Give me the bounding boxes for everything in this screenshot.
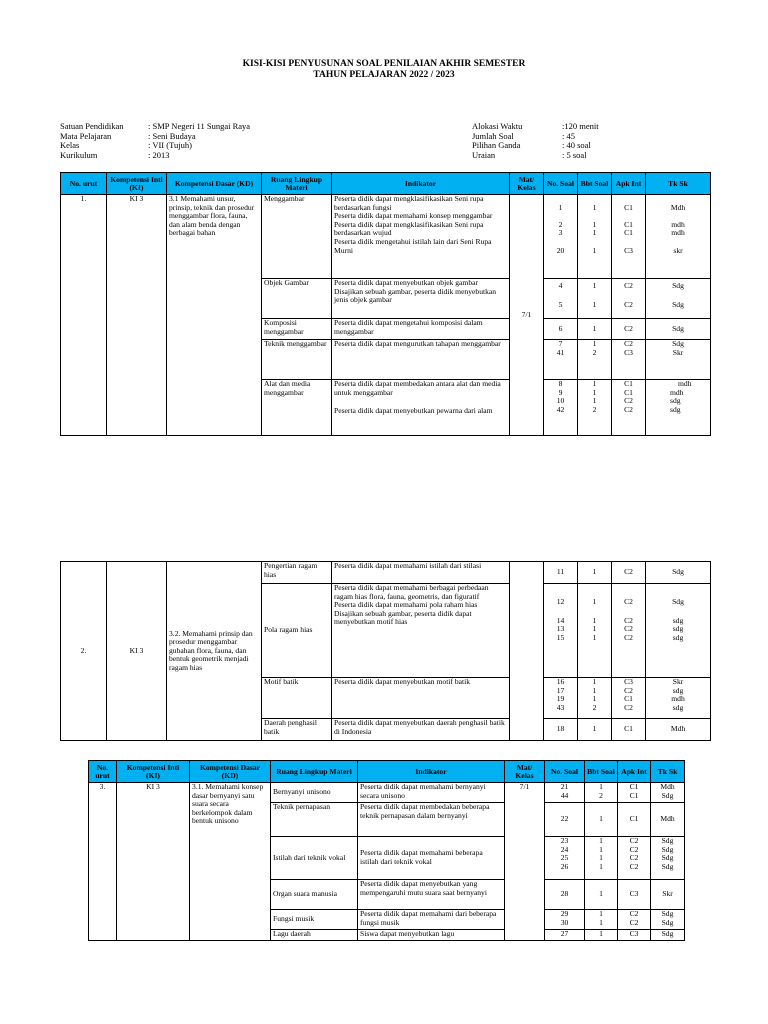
kd-cell: 3.2. Memahami prinsip dan prosedur menggambar gubahan flora, fauna, dan bentuk geometrik menjadi ragam hias (167, 562, 262, 741)
header-no: No. urut (61, 173, 107, 195)
nosoal-cell: 21 44 (545, 783, 585, 803)
ruang-cell: Pola ragam hias (262, 584, 332, 678)
table-row (89, 783, 685, 803)
header-tk: Tk Sk (651, 761, 685, 783)
info-row: Jumlah Soal : 45 (472, 130, 575, 141)
bbt-cell: 1 1 1 1 (585, 837, 618, 880)
apk-cell: C1 (612, 719, 646, 741)
indikator-cell: Peserta didik dapat memahami istilah dari stilasi (332, 562, 510, 584)
nosoal-cell: 22 (545, 803, 585, 837)
tk-cell: Skr (651, 880, 685, 910)
header-ki: Kompetensi Inti (KI) (117, 761, 190, 783)
info-row: Pilihan Ganda : 40 soal (472, 140, 591, 151)
apk-cell: C1 C1 (618, 783, 651, 803)
nosoal-cell: 12 14 13 15 (544, 584, 578, 678)
bbt-cell: 1 1 (578, 279, 612, 319)
indikator-cell: Peserta didik dapat mengurutkan tahapan menggambar (332, 340, 510, 380)
header-apk: Apk Int (618, 761, 651, 783)
row-number: 2. (61, 562, 107, 741)
apk-cell: C1 (618, 803, 651, 837)
apk-cell: C2 C2 (612, 279, 646, 319)
apk-cell: C2 C2 C2 C2 (612, 584, 646, 678)
nosoal-cell: 8 9 10 42 (544, 380, 578, 436)
ki-cell: KI 3 (107, 562, 167, 741)
header-bbt: Bbt Soal (585, 761, 618, 783)
header-ki: Kompetensi Inti (KI) (107, 173, 167, 195)
indikator-cell: Peserta didik dapat memahami bernyanyi secara unisono (358, 783, 505, 803)
indikator-cell: Peserta didik dapat mengklasifikasikan Seni rupa berdasarkan fungsi Peserta didik dapat memahami konsep menggambar Peserta didik dapat mengklasifikasikan Seni rupa berdasarkan wujud Peserta didik mengetahui istilah lain dari Seni Rupa Murni (332, 195, 510, 279)
nosoal-cell: 6 (544, 319, 578, 340)
tk-cell: Sdg Sdg (646, 279, 711, 319)
bbt-cell: 1 2 (585, 783, 618, 803)
ki-cell: KI 3 (117, 783, 190, 941)
info-row: Uraian : 5 soal (472, 149, 587, 160)
nosoal-cell: 7 41 (544, 340, 578, 380)
apk-cell: C2 C2 C2 C2 (618, 837, 651, 880)
info-row: Satuan Pendidikan : SMP Negeri 11 Sungai Raya (60, 121, 251, 131)
header-indikator: Indikator (358, 761, 505, 783)
nosoal-cell: 11 (544, 562, 578, 584)
header-ruang: Ruang Lingkup Materi (271, 761, 358, 783)
nosoal-cell: 1 2 3 20 (544, 195, 578, 279)
apk-cell: C1 C1 C2 C2 (612, 380, 646, 436)
ruang-cell: Menggambar (262, 195, 332, 279)
kisi-table-1 (60, 172, 711, 436)
ruang-cell: Fungsi musik (271, 910, 358, 930)
apk-cell: C2 C3 (612, 340, 646, 380)
info-row: Mata Pelajaran : Seni Budaya (60, 130, 196, 141)
nosoal-cell: 29 30 (545, 910, 585, 930)
kd-cell: 3.1 Memahami unsur, prinsip, teknik dan prosedur menggambar flora, fauna, dan alam benda dengan berbagai bahan (167, 195, 262, 436)
nosoal-cell: 4 5 (544, 279, 578, 319)
apk-cell: C2 (612, 562, 646, 584)
document-subtitle: TAHUN PELAJARAN 2022 / 2023 (313, 70, 455, 80)
indikator-cell: Peserta didik dapat memahami dari beberapa fungsi musik (358, 910, 505, 930)
apk-cell: C3 (618, 930, 651, 941)
info-row: Kelas : VII (Tujuh) (60, 140, 192, 151)
info-left (60, 122, 250, 160)
info-right (472, 122, 599, 160)
apk-cell: C1 C1 C1 C3 (612, 195, 646, 279)
bbt-cell: 1 1 1 1 (578, 584, 612, 678)
kd-cell: 3.1. Memahami konsep dasar bernyanyi satu suara secara berkelompok dalam bentuk unisono (190, 783, 271, 941)
nosoal-cell: 16 17 19 43 (544, 678, 578, 719)
tk-cell: Skr sdg mdh sdg (646, 678, 711, 719)
bbt-cell: 1 (578, 562, 612, 584)
bbt-cell: 1 (578, 719, 612, 741)
bbt-cell: 1 1 1 1 (578, 195, 612, 279)
header-no: No. urut (89, 761, 117, 783)
bbt-cell: 1 (578, 319, 612, 340)
bbt-cell: 1 (585, 803, 618, 837)
kisi-table-3 (88, 760, 685, 941)
row-number: 1. (61, 195, 107, 436)
header-row (61, 173, 711, 195)
indikator-cell: Peserta didik dapat menyebutkan yang mempengaruhi mutu suara saat bernyanyi (358, 880, 505, 910)
info-row: Kurikulum : 2013 (60, 149, 170, 160)
table-row (61, 562, 711, 584)
mat-cell (510, 562, 544, 741)
bbt-cell: 1 1 (585, 910, 618, 930)
tk-cell: Mdh (646, 719, 711, 741)
ruang-cell: Teknik pernapasan (271, 803, 358, 837)
tk-cell: Sdg Sdg (651, 910, 685, 930)
ruang-cell: Bernyanyi unisono (271, 783, 358, 803)
indikator-cell: Siswa dapat menyebutkan lagu (358, 930, 505, 941)
indikator-cell: Peserta didik dapat menyebutkan daerah penghasil batik di Indonesia (332, 719, 510, 741)
tk-cell: Mdh (651, 803, 685, 837)
header-mat: Mat/ Kelas (510, 173, 544, 195)
header-row (89, 761, 685, 783)
ki-cell: KI 3 (107, 195, 167, 436)
kisi-table-2 (60, 561, 711, 741)
header-nosoal: No. Soal (545, 761, 585, 783)
header-ruang: Ruang Lingkup Materi (262, 173, 332, 195)
bbt-cell: 1 1 1 2 (578, 678, 612, 719)
bbt-cell: 1 1 1 2 (578, 380, 612, 436)
header-kd: Kompetensi Dasar (KD) (190, 761, 271, 783)
mat-cell: 7/1 (510, 195, 544, 436)
ruang-cell: Organ suara manusia (271, 880, 358, 910)
header-kd: Kompetensi Dasar (KD) (167, 173, 262, 195)
tk-cell: Mdh Sdg (651, 783, 685, 803)
nosoal-cell: 23 24 25 26 (545, 837, 585, 880)
indikator-cell: Peserta didik dapat memahami berbagai perbedaan ragam hias flora, fauna, geometris, dan figuratif Peserta didik dapat memahami pola raham hias Disajikan sebuah gambar, peserta didik dapat menyebutkan motif hias (332, 584, 510, 678)
tk-cell: Sdg (646, 562, 711, 584)
indikator-cell: Peserta didik dapat membedakan beberapa teknik pernapasan dalam bernyanyi (358, 803, 505, 837)
apk-cell: C2 C2 (618, 910, 651, 930)
ruang-cell: Istilah dari teknik vokal (271, 837, 358, 880)
table-row (61, 195, 711, 279)
ruang-cell: Lagu daerah (271, 930, 358, 941)
indikator-cell: Peserta didik dapat memahami beberapa istilah dari teknik vokal (358, 837, 505, 880)
tk-cell: Mdh mdh mdh skr (646, 195, 711, 279)
header-indikator: Indikator (332, 173, 510, 195)
mat-cell: 7/1 (505, 783, 545, 941)
tk-cell: Sdg (646, 319, 711, 340)
tk-cell: Sdg sdg sdg sdg (646, 584, 711, 678)
indikator-cell: Peserta didik dapat membedakan antara alat dan media untuk menggambar Peserta didik dapat menyebutkan pewarna dari alam (332, 380, 510, 436)
row-number: 3. (89, 783, 117, 941)
indikator-cell: Peserta didik dapat menyebutkan motif batik (332, 678, 510, 719)
bbt-cell: 1 (585, 880, 618, 910)
header-nosoal: No. Soal (544, 173, 578, 195)
ruang-cell: Objek Gambar (262, 279, 332, 319)
apk-cell: C3 (618, 880, 651, 910)
tk-cell: mdh mdh sdg sdg (646, 380, 711, 436)
ruang-cell: Komposisi menggambar (262, 319, 332, 340)
ruang-cell: Teknik menggambar (262, 340, 332, 380)
indikator-cell: Peserta didik dapat menyebutkan objek gambar Disajikan sebuah gambar, peserta didik menyebutkan jenis objek gambar (332, 279, 510, 319)
nosoal-cell: 28 (545, 880, 585, 910)
tk-cell: Sdg Skr (646, 340, 711, 380)
header-bbt: Bbt Soal (578, 173, 612, 195)
header-tk: Tk Sk (646, 173, 711, 195)
bbt-cell: 1 (585, 930, 618, 941)
tk-cell: Sdg (651, 930, 685, 941)
nosoal-cell: 27 (545, 930, 585, 941)
info-row: Alokasi Waktu :120 menit (472, 121, 599, 131)
ruang-cell: Daerah penghasil batik (262, 719, 332, 741)
tk-cell: Sdg Sdg Sdg Sdg (651, 837, 685, 880)
indikator-cell: Peserta didik dapat mengetahui komposisi dalam menggambar (332, 319, 510, 340)
bbt-cell: 1 2 (578, 340, 612, 380)
header-mat: Mat/ Kelas (505, 761, 545, 783)
document-title: KISI-KISI PENYUSUNAN SOAL PENILAIAN AKHIR SEMESTER (242, 59, 526, 69)
header-apk: Apk Int (612, 173, 646, 195)
apk-cell: C3 C2 C1 C2 (612, 678, 646, 719)
ruang-cell: Motif batik (262, 678, 332, 719)
ruang-cell: Alat dan media menggambar (262, 380, 332, 436)
ruang-cell: Pengertian ragam hias (262, 562, 332, 584)
apk-cell: C2 (612, 319, 646, 340)
nosoal-cell: 18 (544, 719, 578, 741)
